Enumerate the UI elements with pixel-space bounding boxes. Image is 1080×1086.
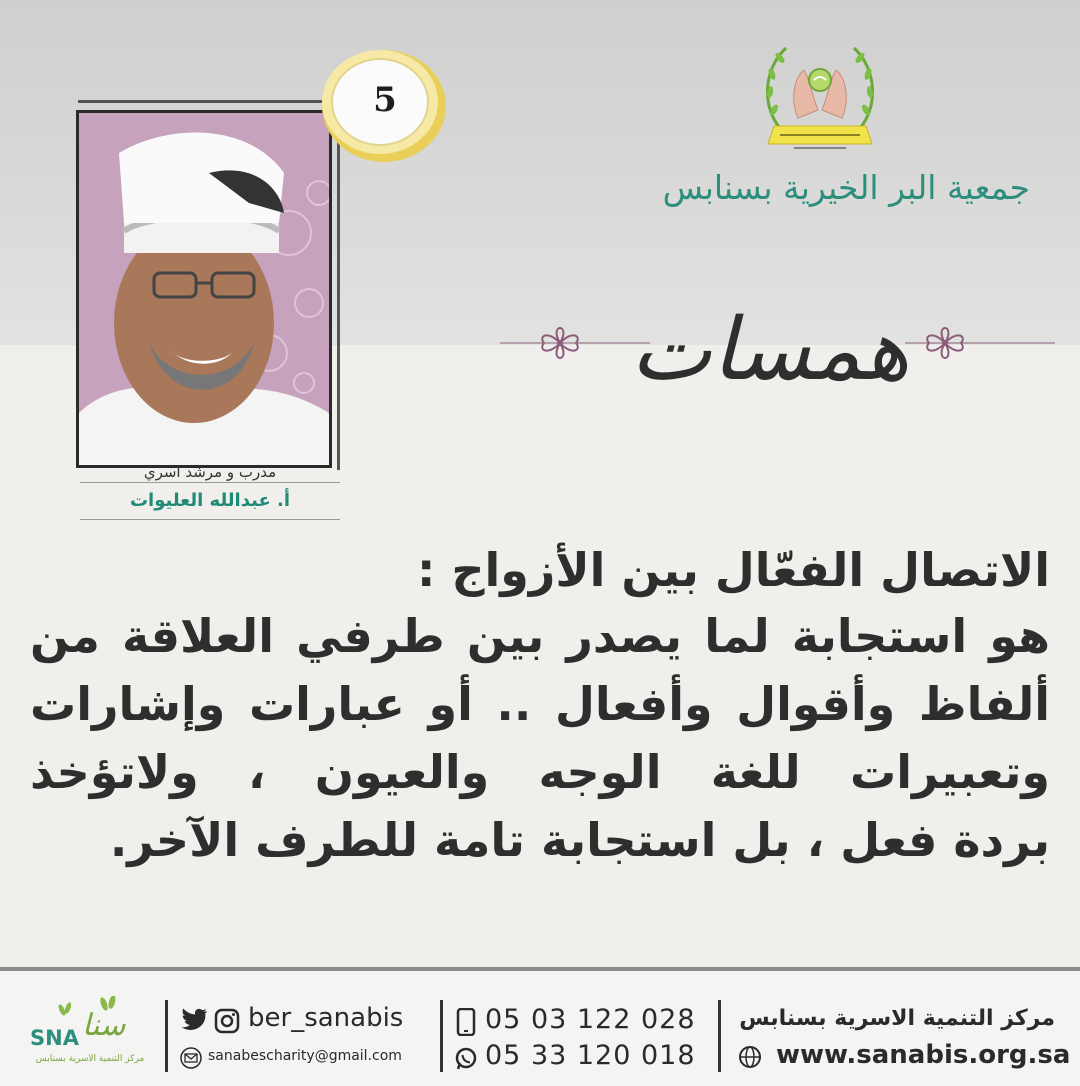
speaker-photo [76, 110, 332, 468]
instagram-icon [214, 1008, 240, 1034]
badge-number: 5 [373, 80, 397, 120]
whatsapp-link[interactable] [455, 1040, 705, 1076]
content-line: هو استجابة لما يصدر بين طرفي العلاقة من [30, 609, 1050, 663]
caption-divider [80, 482, 340, 483]
content-line: ألفاظ وأقوال وأفعال .. أو عبارات وإشارات [30, 677, 1050, 731]
whatsapp-icon [455, 1044, 477, 1072]
ornament-right [905, 318, 1055, 368]
ornament-left [500, 318, 650, 368]
email-icon [180, 1047, 202, 1069]
speaker-name: أ. عبدالله العليوات [129, 490, 291, 511]
email-link[interactable] [180, 1046, 435, 1072]
content-line: وتعبيرات للغة الوجه والعيون ، ولاتؤخذ [30, 745, 1050, 799]
footer-divider [165, 1000, 168, 1072]
family-center-name: مركز التنمية الاسرية بسنابس [739, 1006, 1055, 1031]
mobile-phone-icon [455, 1008, 477, 1036]
photo-frame-line [78, 100, 338, 103]
organization-name: جمعية البر الخيرية بسنابس [662, 168, 1030, 207]
social-handle-link[interactable] [180, 1005, 435, 1039]
social-handle: ber_sanabis [248, 1003, 404, 1033]
whatsapp-number: 05 33 120 018 [485, 1040, 696, 1071]
phone-link[interactable] [455, 1004, 705, 1040]
globe-icon [738, 1045, 762, 1069]
logo-arabic: سنا [82, 1008, 126, 1043]
phone-number: 05 03 122 028 [485, 1004, 696, 1035]
email-address: sanabescharity@gmail.com [208, 1048, 402, 1064]
website-text: www.sanabis.org.sa [776, 1040, 1071, 1070]
logo-latin: SNA [30, 1026, 79, 1050]
content-heading: الاتصال الفعّال بين الأزواج : [416, 543, 1050, 597]
content-line: بردة فعل ، بل استجابة تامة للطرف الآخر. [109, 813, 1050, 867]
footer-divider [440, 1000, 443, 1072]
calligraphy-text: همسات [630, 300, 910, 400]
calligraphy-title [630, 275, 910, 425]
website-link[interactable] [738, 1040, 1071, 1074]
footer-divider [718, 1000, 721, 1072]
caption-divider [80, 519, 340, 520]
association-logo [760, 40, 880, 158]
twitter-icon [180, 1008, 208, 1032]
speaker-role: مدرب و مرشد اسري [143, 463, 277, 481]
logo-subtitle: مركز التنمية الاسرية بسنابس [35, 1054, 145, 1064]
portrait-illustration [79, 113, 329, 465]
main-text-block [30, 538, 1050, 874]
